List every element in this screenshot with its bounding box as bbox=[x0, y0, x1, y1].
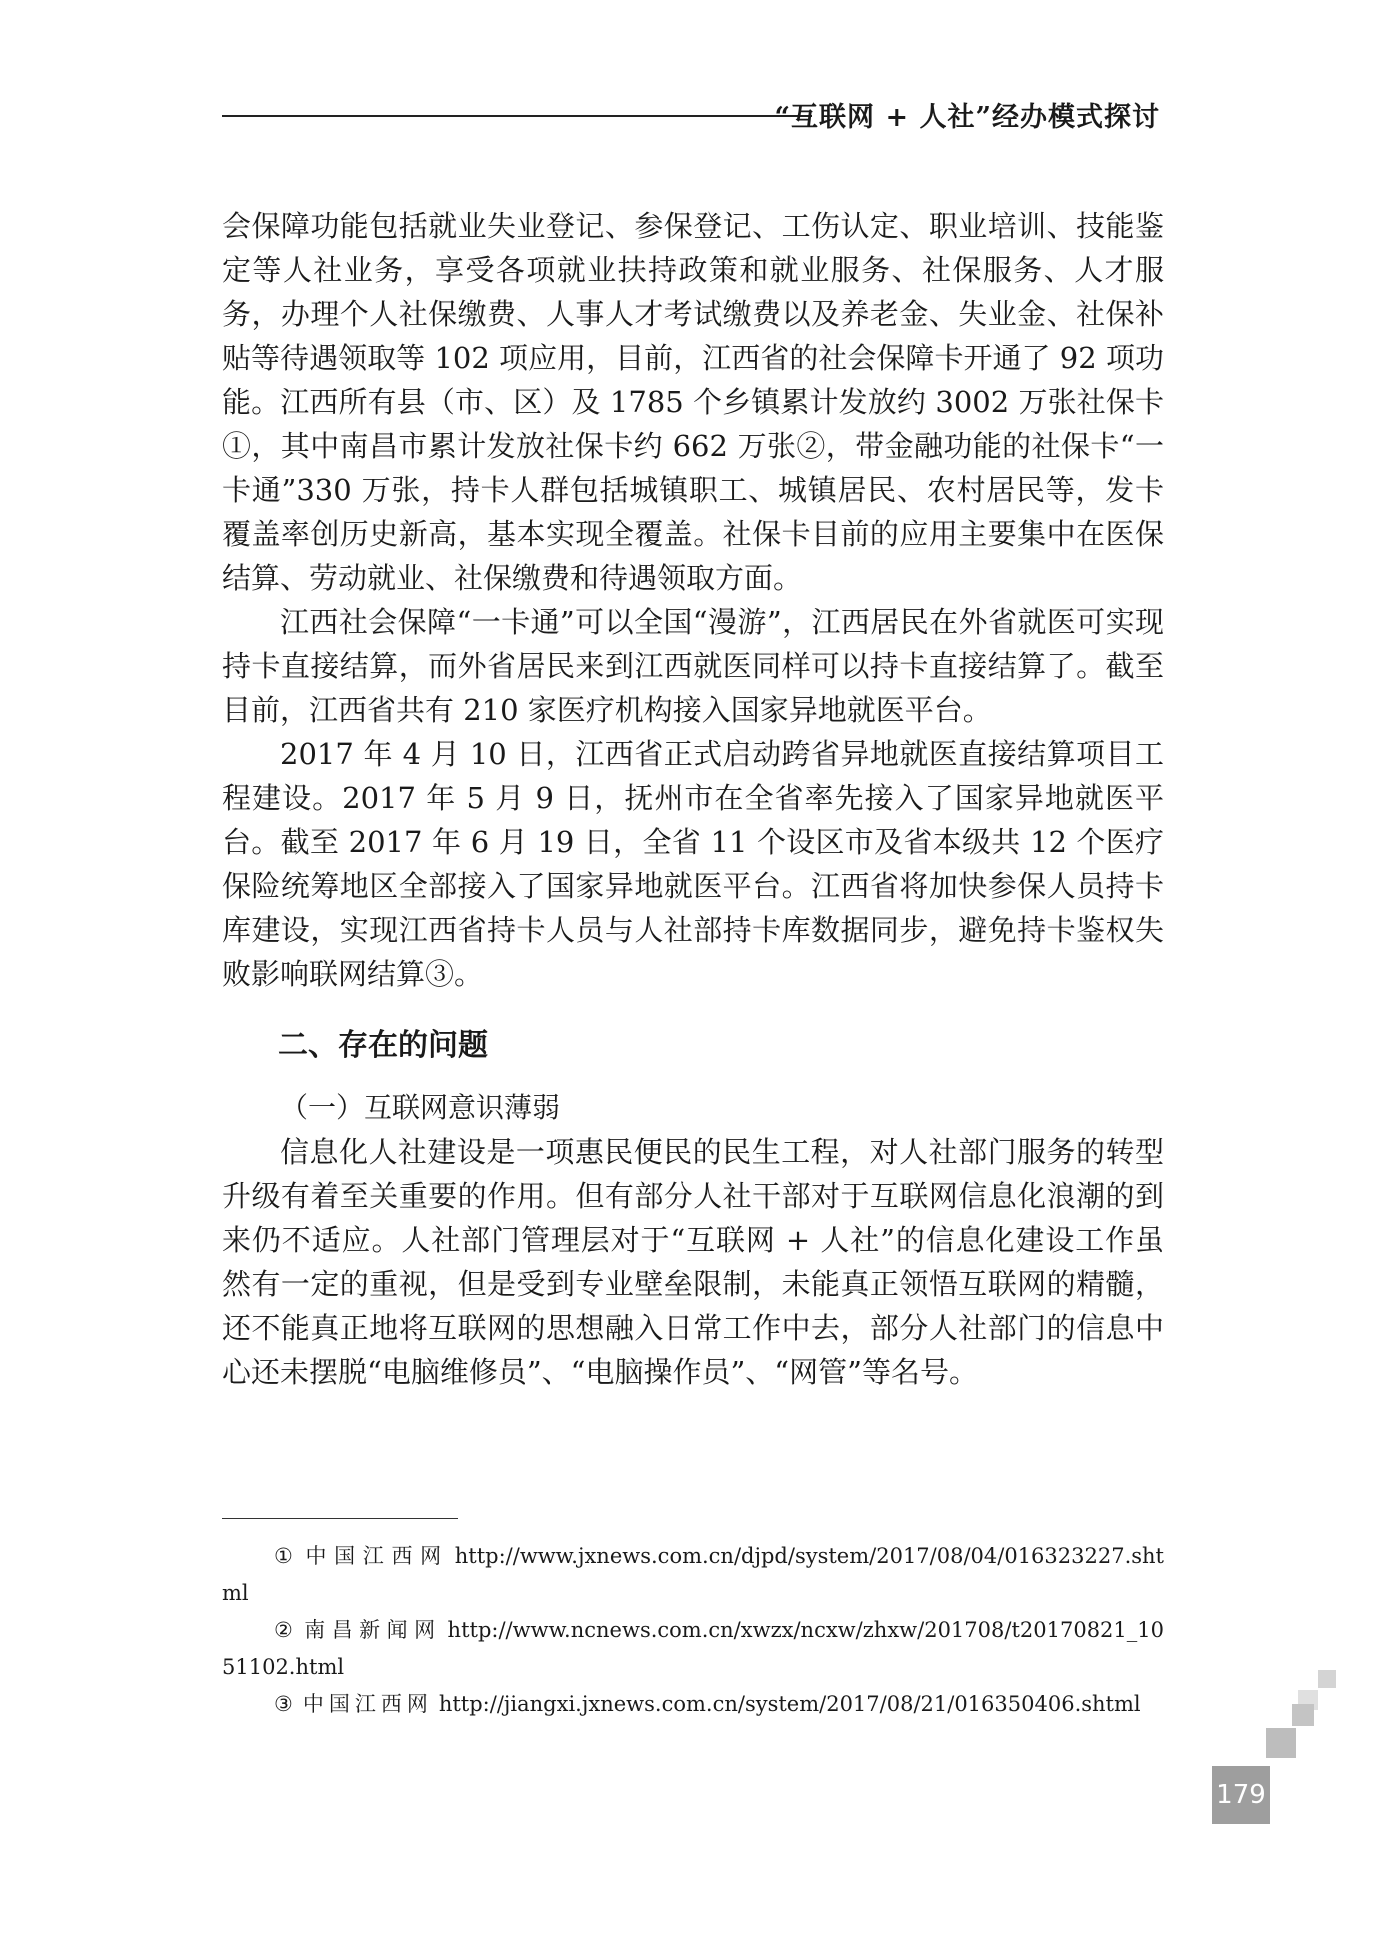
footnotes bbox=[222, 1538, 1164, 1723]
decorative-square bbox=[1292, 1704, 1314, 1726]
footnote-url[interactable]: http://www.ncnews.com.cn/xwzx/ncxw/zhxw/201708/t20170821_1051102.html bbox=[222, 1618, 1164, 1679]
footnote-3 bbox=[222, 1686, 1164, 1723]
footnote-2 bbox=[222, 1612, 1164, 1686]
section-heading: 二、存在的问题 bbox=[278, 1028, 488, 1063]
header-rule bbox=[222, 115, 812, 117]
running-header-title: “互联网 + 人社”经办模式探讨 bbox=[774, 102, 1160, 133]
footnote-rule bbox=[222, 1518, 458, 1519]
body-text bbox=[222, 204, 1164, 1394]
paragraph-3: 2017 年 4 月 10 日，江西省正式启动跨省异地就医直接结算项目工程建设。2017 年 5 月 9 日，抚州市在全省率先接入了国家异地就医平台。截至 2017 年 6 月 19 日，全省 11 个设区市及省本级共 12 个医疗保险统筹地区全部接入了国家异地就医平台。江西省将加快参保人员持卡库建设，实现江西省持卡人员与人社部持卡库数据同步，避免持卡鉴权失败影响联网结算③。 bbox=[222, 737, 1164, 991]
footnote-source: 南昌新闻网 bbox=[304, 1618, 442, 1642]
footnote-source: 中国江西网 bbox=[302, 1692, 433, 1716]
paragraph-4: 信息化人社建设是一项惠民便民的民生工程，对人社部门服务的转型升级有着至关重要的作用。但有部分人社干部对于互联网信息化浪潮的到来仍不适应。人社部门管理层对于“互联网 + 人社”的信息化建设工作虽然有一定的重视，但是受到专业壁垒限制，未能真正领悟互联网的精髓，还不能真正地将互联网的思想融入日常工作中去，部分人社部门的信息中心还未摆脱“电脑维修员”、“电脑操作员”、“网管”等名号。 bbox=[222, 1135, 1164, 1389]
decorative-square bbox=[1318, 1670, 1336, 1688]
decorative-square bbox=[1266, 1728, 1296, 1758]
page-number: 179 bbox=[1212, 1766, 1270, 1824]
paragraph-2: 江西社会保障“一卡通”可以全国“漫游”，江西居民在外省就医可实现持卡直接结算，而外省居民来到江西就医同样可以持卡直接结算了。截至目前，江西省共有 210 家医疗机构接入国家异地就医平台。 bbox=[222, 605, 1164, 727]
footnote-source: 中国江西网 bbox=[305, 1544, 449, 1568]
footnote-marker: ① bbox=[274, 1544, 296, 1568]
footnote-1 bbox=[222, 1538, 1164, 1612]
paragraph-1: 会保障功能包括就业失业登记、参保登记、工伤认定、职业培训、技能鉴定等人社业务，享受各项就业扶持政策和就业服务、社保服务、人才服务，办理个人社保缴费、人事人才考试缴费以及养老金、失业金、社保补贴等待遇领取等 102 项应用，目前，江西省的社会保障卡开通了 92 项功能。江西所有县（市、区）及 1785 个乡镇累计发放约 3002 万张社保卡①，其中南昌市累计发放社保卡约 662 万张②，带金融功能的社保卡“一卡通”330 万张，持卡人群包括城镇职工、城镇居民、农村居民等，发卡覆盖率创历史新高，基本实现全覆盖。社保卡目前的应用主要集中在医保结算、劳动就业、社保缴费和待遇领取方面。 bbox=[222, 209, 1164, 595]
subsection-heading: （一）互联网意识薄弱 bbox=[280, 1091, 561, 1124]
footnote-marker: ③ bbox=[274, 1692, 293, 1716]
footnote-url[interactable]: http://jiangxi.jxnews.com.cn/system/2017/08/21/016350406.shtml bbox=[438, 1692, 1141, 1716]
footnote-marker: ② bbox=[274, 1618, 295, 1642]
footnote-url[interactable]: http://www.jxnews.com.cn/djpd/system/2017/08/04/016323227.shtml bbox=[222, 1544, 1164, 1605]
